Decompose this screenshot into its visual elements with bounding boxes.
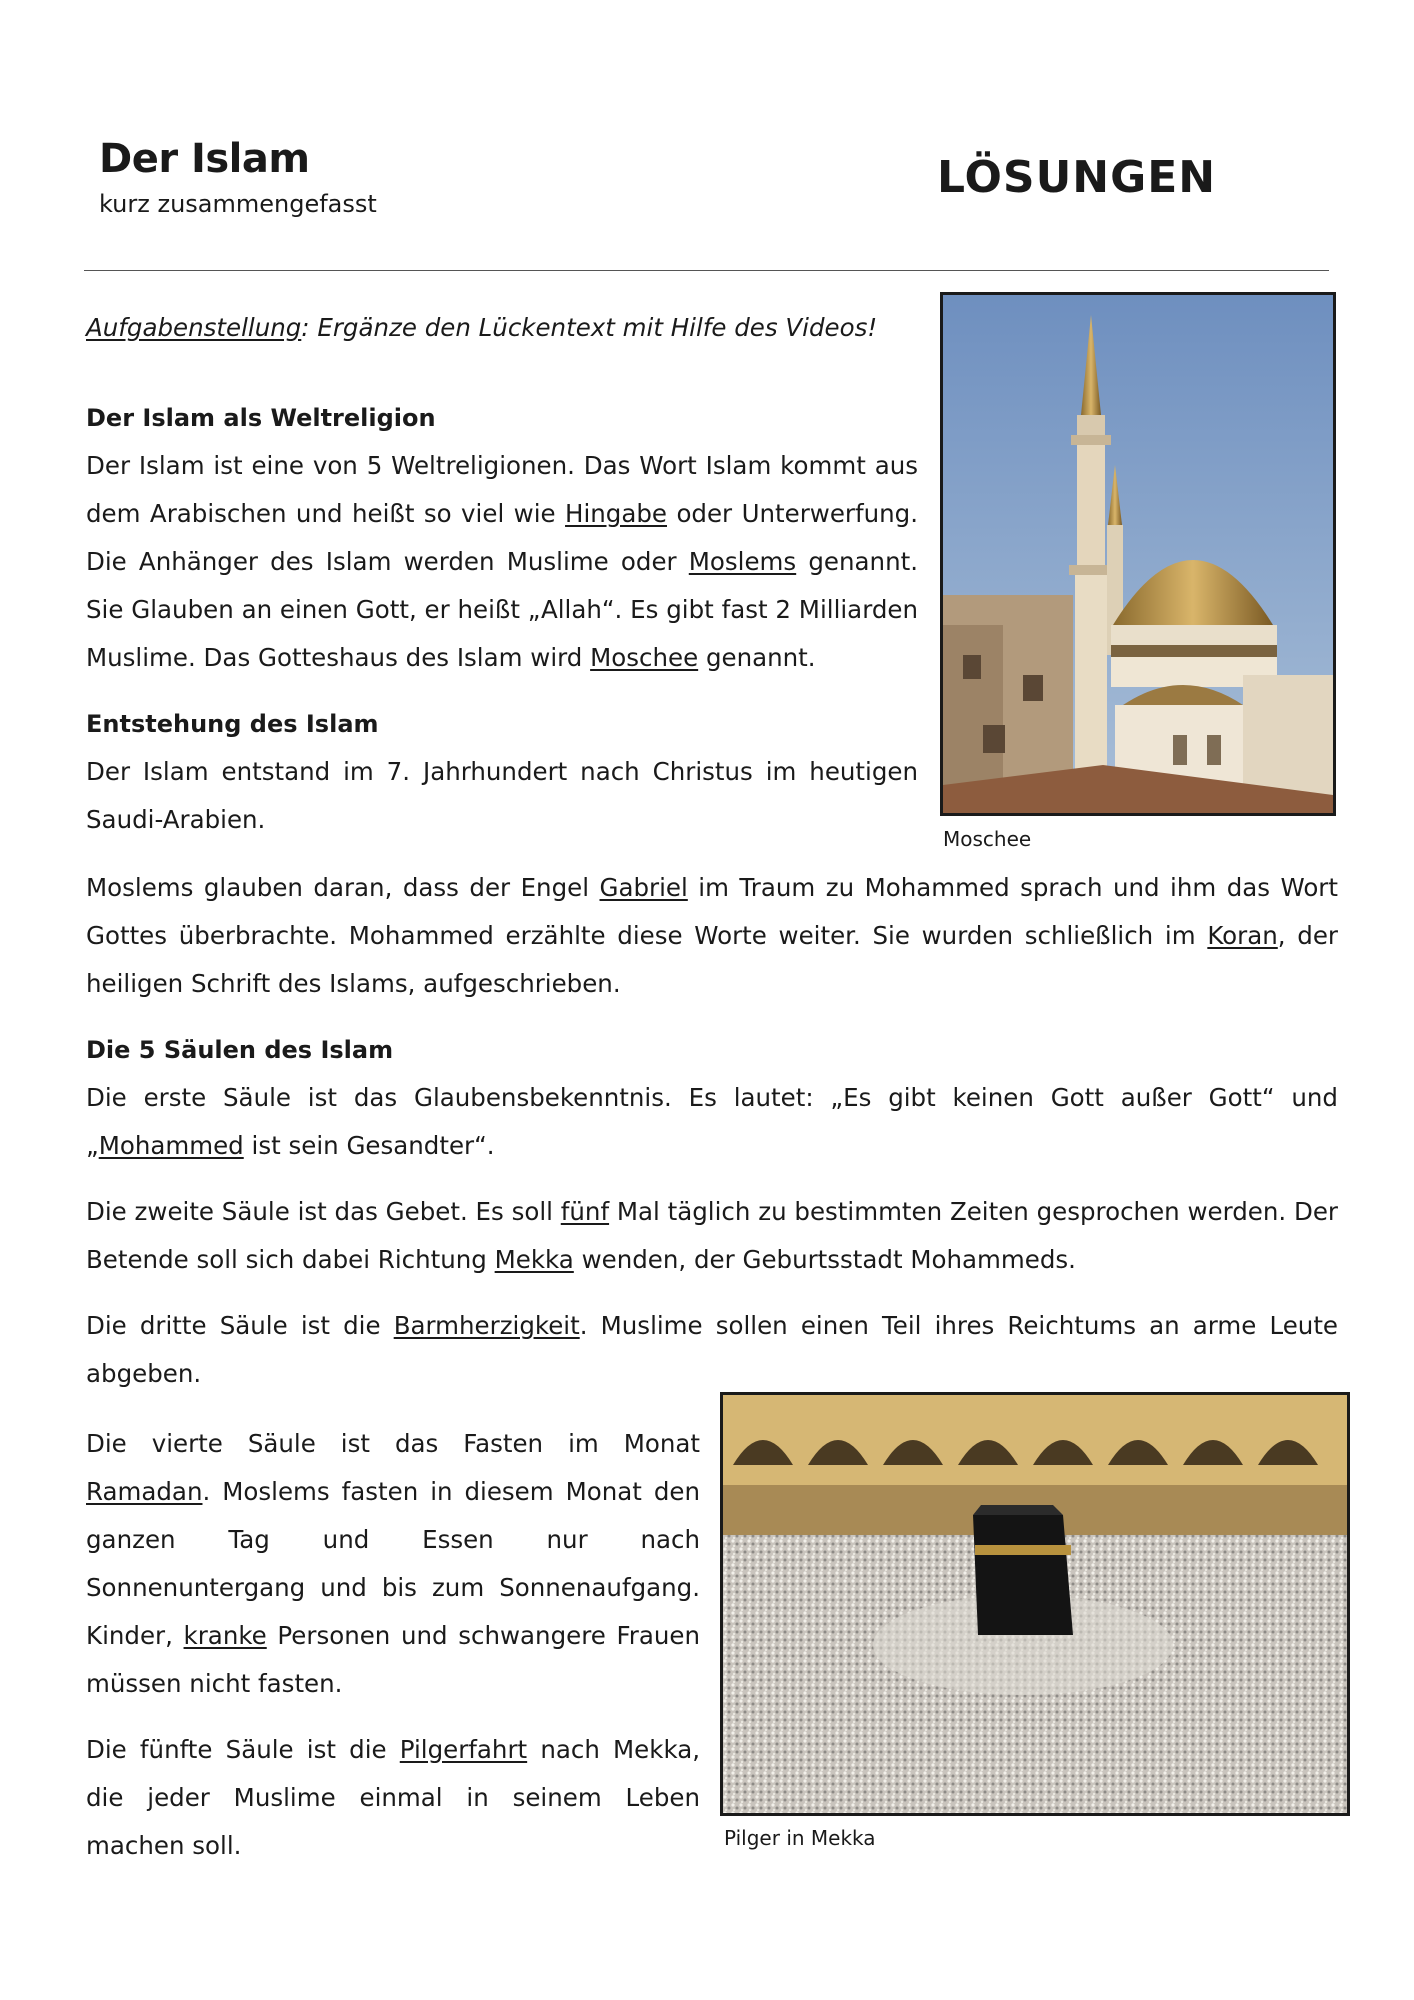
answer-hingabe: Hingabe [565, 499, 667, 528]
paragraph-saeule-2: Die zweite Säule ist das Gebet. Es soll fünf Mal täglich zu bestimmten Zeiten gesprochen werden. Der Betende soll sich dabei Richtung Mekka wenden, der Geburtsstadt Mohammeds. [86, 1197, 1338, 1274]
answer-koran: Koran [1207, 921, 1278, 950]
page-title: Der Islam [99, 136, 310, 182]
paragraph-weltreligion: Der Islam ist eine von 5 Weltreligionen. Das Wort Islam kommt aus dem Arabischen und heißt so viel wie Hingabe oder Unterwerfung. Die Anhänger des Islam werden Muslime oder Moslems genannt. Sie Glauben an einen Gott, er heißt „Allah“. Es gibt fast 2 Milliarden Muslime. Das Gotteshaus des Islam wird Moschee genannt. [86, 451, 918, 672]
paragraph-saeule-5: Die fünfte Säule ist die Pilgerfahrt nach Mekka, die jeder Muslime einmal in seinem Leben machen soll. [86, 1735, 700, 1860]
header-divider [84, 270, 1329, 271]
answer-mohammed: Mohammed [98, 1131, 244, 1160]
answer-mekka: Mekka [494, 1245, 574, 1274]
task-label: Aufgabenstellung [86, 313, 302, 342]
section-heading-weltreligion: Der Islam als Weltreligion [86, 404, 436, 432]
bottom-column [86, 1420, 700, 1870]
mosque-image [940, 292, 1336, 816]
paragraph-saeule-1: Die erste Säule ist das Glaubensbekenntnis. Es lautet: „Es gibt keinen Gott außer Gott“ und „Mohammed ist sein Gesandter“. [86, 1083, 1338, 1160]
answer-kranke: kranke [183, 1621, 267, 1650]
top-column [86, 304, 918, 844]
mecca-caption: Pilger in Mekka [724, 1826, 876, 1850]
page-subtitle: kurz zusammengefasst [99, 190, 377, 218]
paragraph-saeule-3: Die dritte Säule ist die Barmherzigkeit. Muslime sollen einen Teil ihres Reichtums an arme Leute abgeben. [86, 1311, 1338, 1388]
mecca-image [720, 1392, 1350, 1816]
answer-moslems: Moslems [688, 547, 797, 576]
task-instruction: Aufgabenstellung: Ergänze den Lückentext mit Hilfe des Videos! [86, 313, 878, 342]
answer-pilgerfahrt: Pilgerfahrt [399, 1735, 528, 1764]
paragraph-saeule-4: Die vierte Säule ist das Fasten im Monat Ramadan. Moslems fasten in diesem Monat den ganzen Tag und Essen nur nach Sonnenuntergang und bis zum Sonnenaufgang. Kinder, kranke Personen und schwangere Frauen müssen nicht fasten. [86, 1429, 700, 1698]
mosque-caption: Moschee [943, 827, 1032, 851]
section-heading-saeulen: Die 5 Säulen des Islam [86, 1036, 394, 1064]
full-width-column [86, 864, 1338, 1398]
answer-fuenf: fünf [560, 1197, 610, 1226]
paragraph-gabriel: Moslems glauben daran, dass der Engel Gabriel im Traum zu Mohammed sprach und ihm das Wort Gottes überbrachte. Mohammed erzählte diese Worte weiter. Sie wurden schließlich im Koran, der heiligen Schrift des Islams, aufgeschrieben. [86, 873, 1338, 998]
answer-gabriel: Gabriel [599, 873, 688, 902]
solutions-label: LÖSUNGEN [937, 152, 1217, 203]
answer-ramadan: Ramadan [86, 1477, 203, 1506]
section-heading-entstehung: Entstehung des Islam [86, 710, 379, 738]
answer-barmherzigkeit: Barmherzigkeit [393, 1311, 580, 1340]
paragraph-entstehung: Der Islam entstand im 7. Jahrhundert nach Christus im heutigen Saudi-Arabien. [86, 757, 918, 834]
answer-moschee: Moschee [590, 643, 699, 672]
